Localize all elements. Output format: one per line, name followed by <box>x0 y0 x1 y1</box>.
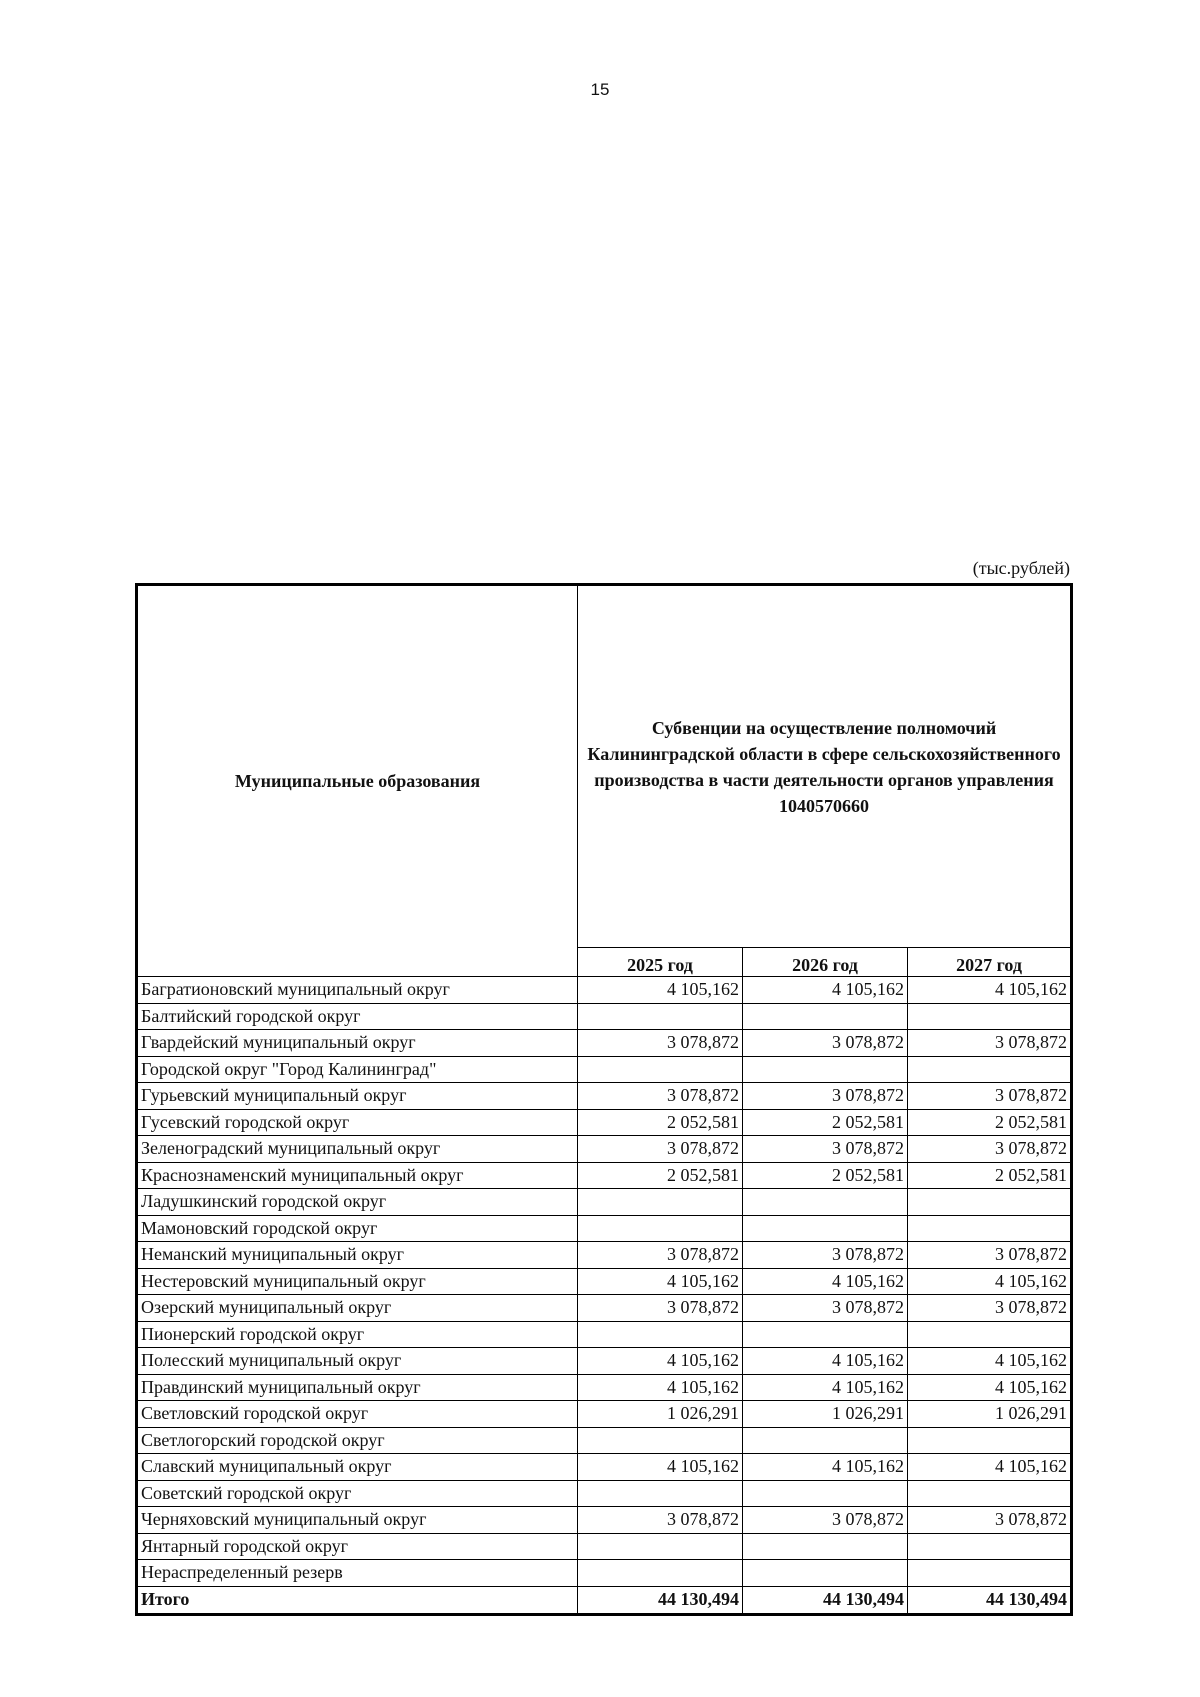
year-header-2025: 2025 год <box>578 948 743 977</box>
value-2026: 4 105,162 <box>743 977 908 1004</box>
value-2026: 3 078,872 <box>743 1242 908 1269</box>
municipality-name: Гурьевский муниципальный округ <box>137 1083 578 1110</box>
municipality-name: Краснознаменский муниципальный округ <box>137 1162 578 1189</box>
value-2025: 3 078,872 <box>578 1295 743 1322</box>
table-row <box>137 1136 1072 1163</box>
value-2025: 3 078,872 <box>578 1083 743 1110</box>
municipality-name: Славский муниципальный округ <box>137 1454 578 1481</box>
value-2025: 4 105,162 <box>578 1454 743 1481</box>
value-2025 <box>578 1321 743 1348</box>
value-2026: 4 105,162 <box>743 1268 908 1295</box>
value-2027 <box>908 1427 1072 1454</box>
municipality-name: Гвардейский муниципальный округ <box>137 1030 578 1057</box>
page-number: 15 <box>590 80 610 99</box>
municipality-name: Городской округ "Город Калининград" <box>137 1056 578 1083</box>
value-2027: 2 052,581 <box>908 1162 1072 1189</box>
total-label: Итого <box>137 1586 578 1614</box>
value-2025: 2 052,581 <box>578 1162 743 1189</box>
value-2027: 3 078,872 <box>908 1507 1072 1534</box>
municipality-name: Гусевский городской округ <box>137 1109 578 1136</box>
value-2025: 4 105,162 <box>578 1374 743 1401</box>
value-2027: 3 078,872 <box>908 1030 1072 1057</box>
table-row <box>137 1533 1072 1560</box>
table-row <box>137 977 1072 1004</box>
value-2026: 1 026,291 <box>743 1401 908 1428</box>
value-2025: 2 052,581 <box>578 1109 743 1136</box>
total-row <box>137 1586 1072 1614</box>
value-2025: 3 078,872 <box>578 1030 743 1057</box>
table-row <box>137 1295 1072 1322</box>
municipalities-header: Муниципальные образования <box>137 585 578 977</box>
municipality-name: Неманский муниципальный округ <box>137 1242 578 1269</box>
table-row <box>137 1189 1072 1216</box>
year-header-2026: 2026 год <box>743 948 908 977</box>
value-2027 <box>908 1480 1072 1507</box>
table-row <box>137 1030 1072 1057</box>
value-2025 <box>578 1215 743 1242</box>
value-2026: 3 078,872 <box>743 1507 908 1534</box>
value-2025: 3 078,872 <box>578 1242 743 1269</box>
table-row <box>137 1348 1072 1375</box>
value-2027 <box>908 1215 1072 1242</box>
municipality-name: Полесский муниципальный округ <box>137 1348 578 1375</box>
municipality-name: Балтийский городской округ <box>137 1003 578 1030</box>
value-2026 <box>743 1560 908 1587</box>
value-2027: 4 105,162 <box>908 1348 1072 1375</box>
year-header-2027: 2027 год <box>908 948 1072 977</box>
subventions-header: Субвенции на осуществление полномочий Калининградской области в сфере сельскохозяйственного производства в части деятельности органов управления 1040570660 <box>578 585 1072 948</box>
units-label: (тыс.рублей) <box>972 558 1070 578</box>
value-2025 <box>578 1560 743 1587</box>
value-2027: 2 052,581 <box>908 1109 1072 1136</box>
value-2027: 3 078,872 <box>908 1295 1072 1322</box>
subventions-table <box>135 583 1073 1616</box>
table-row <box>137 1507 1072 1534</box>
table-row <box>137 1109 1072 1136</box>
table-row <box>137 1560 1072 1587</box>
table-row <box>137 1242 1072 1269</box>
value-2027: 4 105,162 <box>908 977 1072 1004</box>
municipality-name: Янтарный городской округ <box>137 1533 578 1560</box>
municipality-name: Черняховский муниципальный округ <box>137 1507 578 1534</box>
total-value-2026: 44 130,494 <box>743 1586 908 1614</box>
municipality-name: Пионерский городской округ <box>137 1321 578 1348</box>
municipality-name: Мамоновский городской округ <box>137 1215 578 1242</box>
value-2027: 3 078,872 <box>908 1083 1072 1110</box>
value-2025 <box>578 1003 743 1030</box>
value-2027 <box>908 1056 1072 1083</box>
value-2027 <box>908 1321 1072 1348</box>
value-2027: 1 026,291 <box>908 1401 1072 1428</box>
value-2026: 2 052,581 <box>743 1162 908 1189</box>
value-2026 <box>743 1056 908 1083</box>
municipality-name: Светловский городской округ <box>137 1401 578 1428</box>
value-2025: 3 078,872 <box>578 1136 743 1163</box>
value-2026 <box>743 1215 908 1242</box>
value-2027: 4 105,162 <box>908 1454 1072 1481</box>
value-2026 <box>743 1427 908 1454</box>
table-row <box>137 1480 1072 1507</box>
value-2027: 4 105,162 <box>908 1374 1072 1401</box>
table-row <box>137 1003 1072 1030</box>
value-2027 <box>908 1189 1072 1216</box>
value-2027: 3 078,872 <box>908 1242 1072 1269</box>
table-row <box>137 1321 1072 1348</box>
municipality-name: Светлогорский городской округ <box>137 1427 578 1454</box>
value-2025: 4 105,162 <box>578 1268 743 1295</box>
value-2027 <box>908 1003 1072 1030</box>
value-2027: 3 078,872 <box>908 1136 1072 1163</box>
value-2027: 4 105,162 <box>908 1268 1072 1295</box>
value-2026: 3 078,872 <box>743 1030 908 1057</box>
value-2026: 4 105,162 <box>743 1374 908 1401</box>
value-2025: 3 078,872 <box>578 1507 743 1534</box>
value-2025 <box>578 1427 743 1454</box>
total-value-2025: 44 130,494 <box>578 1586 743 1614</box>
municipality-name: Ладушкинский городской округ <box>137 1189 578 1216</box>
value-2026 <box>743 1003 908 1030</box>
value-2026 <box>743 1533 908 1560</box>
value-2026: 3 078,872 <box>743 1295 908 1322</box>
value-2025: 4 105,162 <box>578 1348 743 1375</box>
municipality-name: Озерский муниципальный округ <box>137 1295 578 1322</box>
value-2026: 4 105,162 <box>743 1348 908 1375</box>
table-body <box>137 977 1072 1615</box>
table-row <box>137 1083 1072 1110</box>
table-row <box>137 1401 1072 1428</box>
table-row <box>137 1427 1072 1454</box>
value-2025 <box>578 1056 743 1083</box>
table-row <box>137 1374 1072 1401</box>
value-2026 <box>743 1189 908 1216</box>
municipality-name: Нестеровский муниципальный округ <box>137 1268 578 1295</box>
value-2025: 1 026,291 <box>578 1401 743 1428</box>
table-row <box>137 1056 1072 1083</box>
value-2026 <box>743 1321 908 1348</box>
municipality-name: Правдинский муниципальный округ <box>137 1374 578 1401</box>
municipality-name: Багратионовский муниципальный округ <box>137 977 578 1004</box>
value-2027 <box>908 1560 1072 1587</box>
value-2025 <box>578 1533 743 1560</box>
municipality-name: Зеленоградский муниципальный округ <box>137 1136 578 1163</box>
table-row <box>137 1162 1072 1189</box>
value-2026: 4 105,162 <box>743 1454 908 1481</box>
value-2026: 3 078,872 <box>743 1083 908 1110</box>
value-2025 <box>578 1480 743 1507</box>
value-2026 <box>743 1480 908 1507</box>
table-row <box>137 1454 1072 1481</box>
table-row <box>137 1268 1072 1295</box>
total-value-2027: 44 130,494 <box>908 1586 1072 1614</box>
municipality-name: Советский городской округ <box>137 1480 578 1507</box>
value-2025: 4 105,162 <box>578 977 743 1004</box>
municipality-name: Нераспределенный резерв <box>137 1560 578 1587</box>
value-2026: 3 078,872 <box>743 1136 908 1163</box>
value-2027 <box>908 1533 1072 1560</box>
value-2025 <box>578 1189 743 1216</box>
table-row <box>137 1215 1072 1242</box>
value-2026: 2 052,581 <box>743 1109 908 1136</box>
